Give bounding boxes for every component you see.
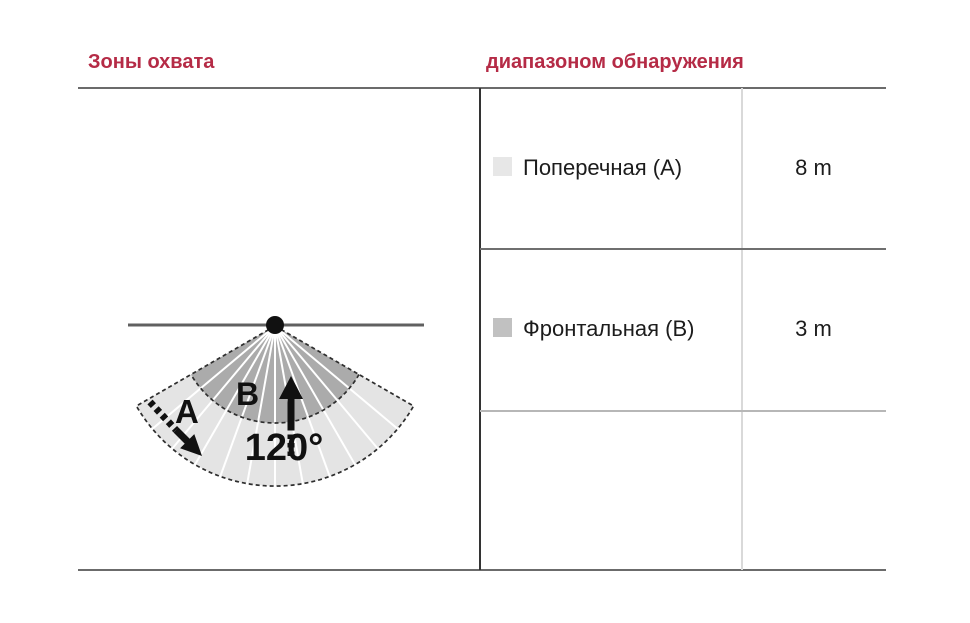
zone-a-row-value: 8 m	[795, 155, 832, 180]
right-section-title: диапазоном обнаружения	[486, 51, 744, 73]
left-section-title: Зоны охвата	[88, 51, 215, 73]
sensor-dot	[266, 316, 284, 334]
zone-b-label: B	[236, 376, 260, 412]
zone-a-label: A	[175, 393, 199, 430]
zone-b-row-label: Фронтальная (B)	[523, 316, 695, 341]
zone-b-row-value: 3 m	[795, 316, 832, 341]
angle-label: 120°	[244, 427, 324, 469]
zone-a-row-label: Поперечная (A)	[523, 155, 683, 180]
